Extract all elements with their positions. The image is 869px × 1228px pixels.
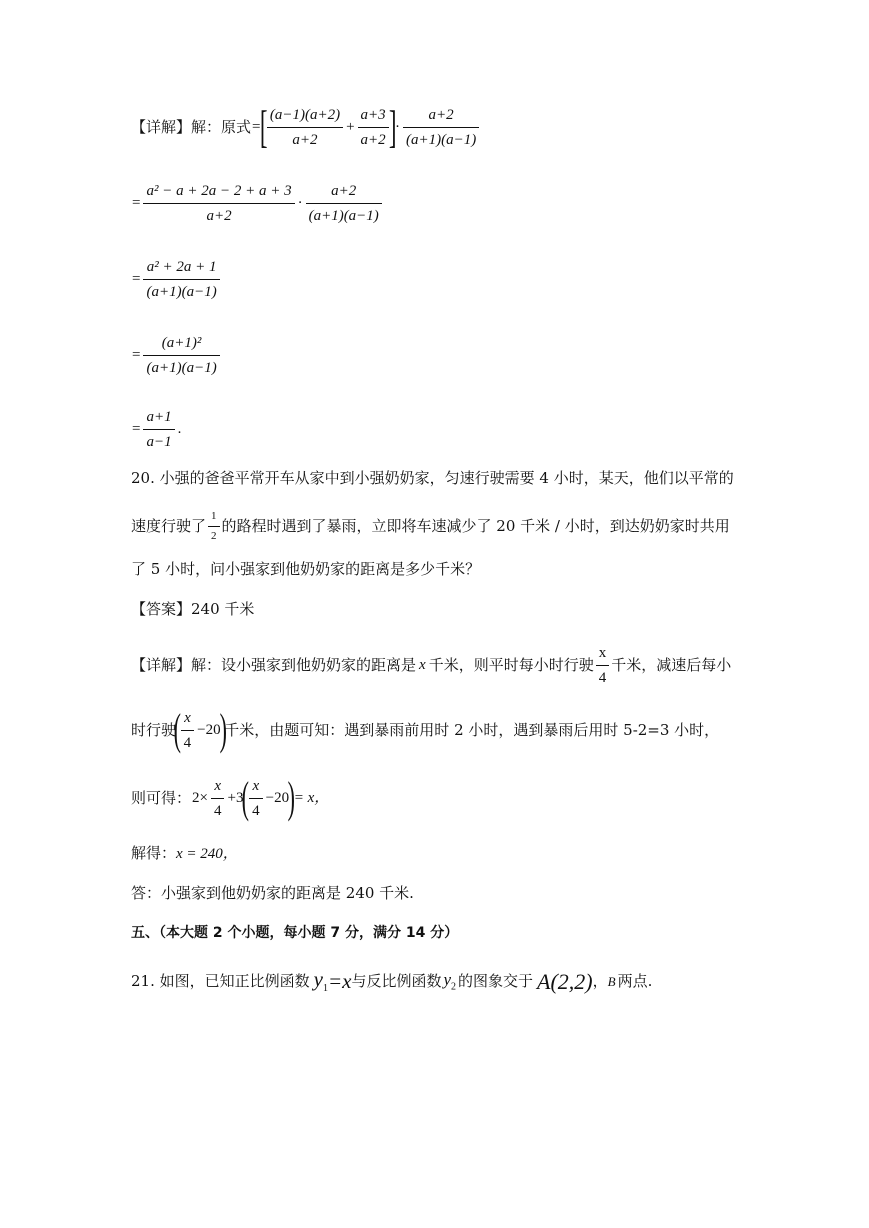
answer-value: 240 千米 <box>191 600 255 618</box>
fraction: $\frac{x}{4}$ <box>181 709 195 752</box>
solution-step-5: = $\frac{a+1}{a-1}$ . <box>132 409 182 450</box>
question-20-line-3: 了 5 小时，问小强家到他奶奶家的距离是多少千米？ <box>131 560 481 578</box>
question-20-line-2: 速度行驶了 $\frac{1}{2}$ 的路程时遇到了暴雨，立即将车速减少了 20 千米 / 小时，到达奶奶家时共用 <box>131 510 730 543</box>
fraction: $\frac{(a-1)(a+2)}{a+2}$ <box>267 106 343 149</box>
fraction: $\frac{a+1}{a-1}$ <box>143 408 174 451</box>
fraction: $\frac{a+3}{a+2}$ <box>358 106 389 149</box>
detail-20-line-2: 时行驶( $\frac{x}{4}$ −20)千米，由题可知：遇到暴雨前用时 2 小时，遇到暴雨后用时 5-2=3 小时， <box>131 705 720 754</box>
solution-step-3: = $\frac{\text{a² + 2a + 1}}{(a+1)(a-1)}$ <box>131 258 222 301</box>
question-21: 21. 如图，已知正比例函数 $y_1=x$与反比例函数 $y_2$ 的图象交于 A(2,2)，B 两点. <box>131 967 653 995</box>
answer <box>131 602 254 617</box>
fraction: $\frac{\text{a² − a + 2a − 2 + a + 3}}{a+2}$ <box>143 182 294 225</box>
original-expression-label: 原式 <box>221 117 252 136</box>
solution-step-1: 【详解】解：原式=[ $\frac{(a-1)(a+2)}{a+2}$ + $\frac{a+3}{a+2}$ ]· $\frac{a+2}{(a+1)(a-1)}$ <box>131 104 481 150</box>
section-5-title: 五、（本大题 2 个小题，每小题 7 分，满分 14 分） <box>131 925 459 941</box>
answer-label: 【答案】 <box>131 600 192 618</box>
question-20-line-1: 20. 小强的爸爸平常开车从家中到小强奶奶家，匀速行驶需要 4 小时，某天，他们以平常的 <box>131 469 734 487</box>
detail-20-line-1: 【详解】解：设小强家到他奶奶家的距离是 x 千米，则平时每小时行驶 $\frac{x}{4}$ 千米，减速后每小 <box>131 645 732 686</box>
detail-label: 【详解】 <box>131 117 192 136</box>
fraction: $\frac{a+2}{(a+1)(a-1)}$ <box>306 182 382 225</box>
final-answer: 答：小强家到他奶奶家的距离是 240 千米. <box>131 884 414 902</box>
detail-20-equation: 则可得：2× $\frac{x}{4}$ +3( $\frac{x}{4}$ −20)= x， <box>131 773 330 822</box>
fraction: $\frac{\text{a² + 2a + 1}}{(a+1)(a-1)}$ <box>143 258 219 301</box>
detail-label: 【详解】 <box>131 656 192 674</box>
solution-step-4: = $\frac{\text{(a+1)²}}{(a+1)(a-1)}$ <box>131 334 222 377</box>
fraction: $\frac{x}{4}$ <box>211 777 225 820</box>
solution-step-2: = $\frac{\text{a² − a + 2a − 2 + a + 3}}{a+2}$ · $\frac{a+2}{(a+1)(a-1)}$ <box>131 182 384 225</box>
solution-prefix: 解： <box>191 117 222 136</box>
solve-line: 解得：x = 240， <box>131 844 238 862</box>
fraction: $\frac{1}{2}$ <box>208 510 220 543</box>
fraction: $\frac{x}{4}$ <box>596 644 610 687</box>
fraction: $\frac{x}{4}$ <box>249 777 263 820</box>
fraction: $\frac{\text{(a+1)²}}{(a+1)(a-1)}$ <box>143 334 219 377</box>
fraction: $\frac{a+2}{(a+1)(a-1)}$ <box>403 106 479 149</box>
